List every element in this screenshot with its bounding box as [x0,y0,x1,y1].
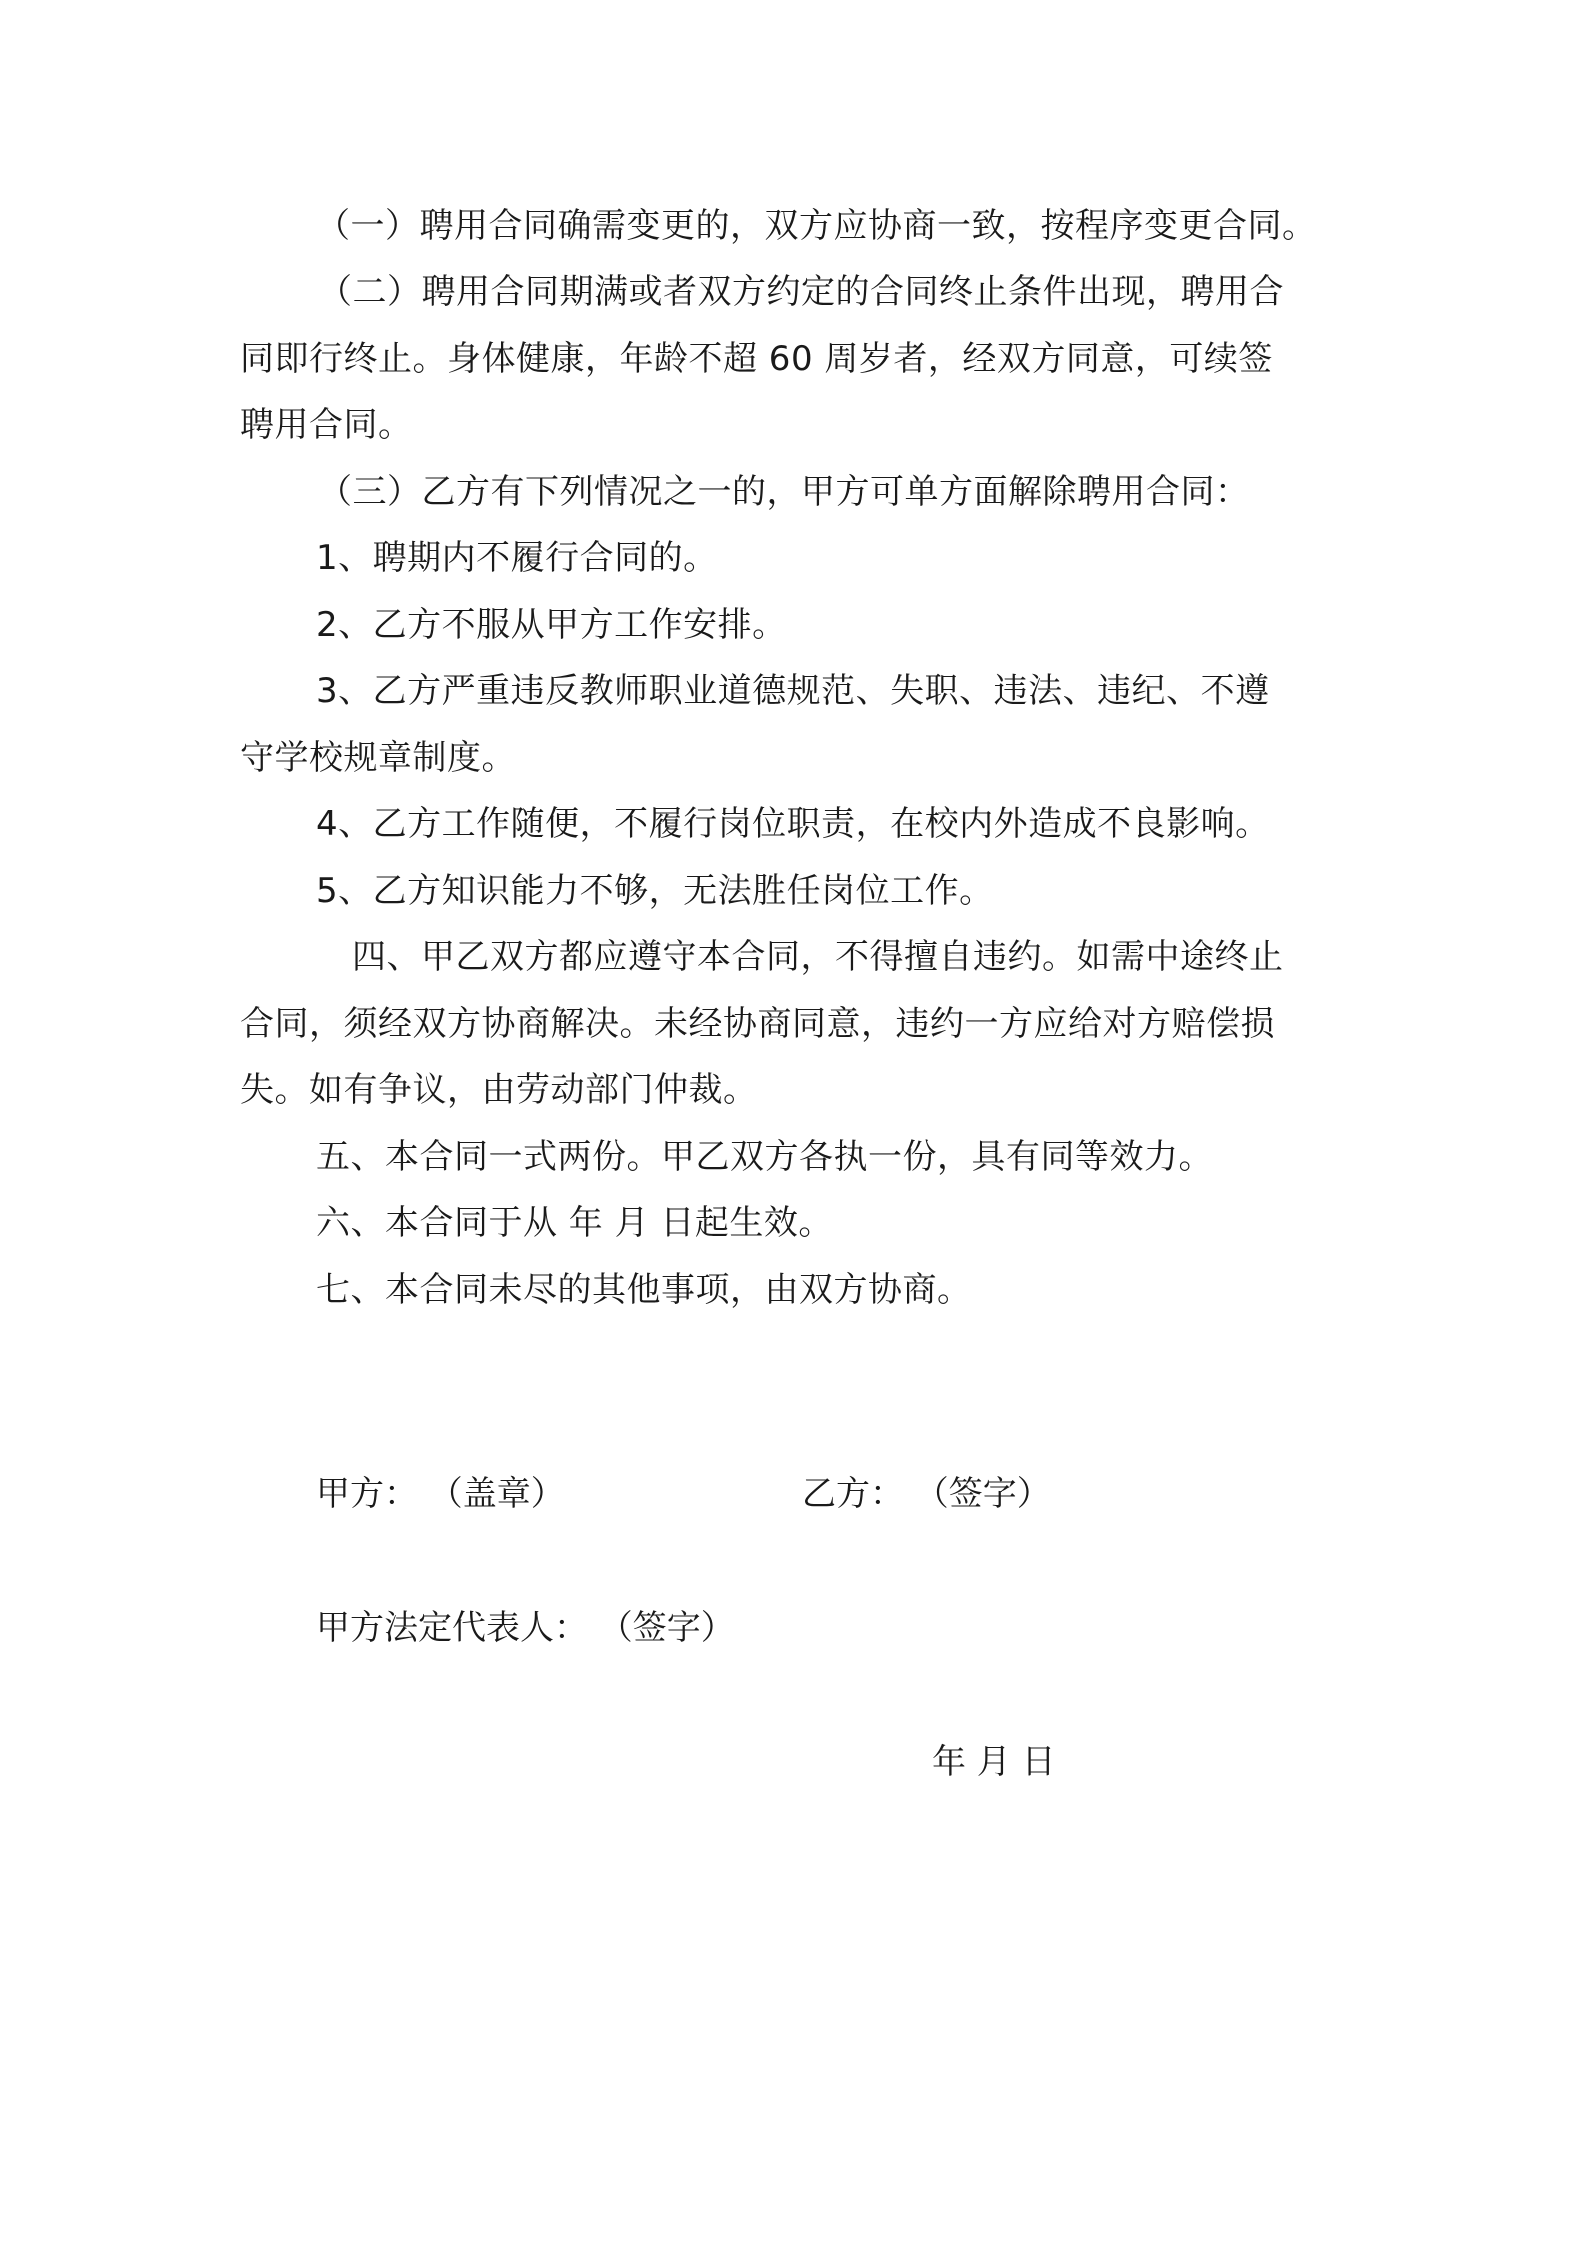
signing-date: 年 月 日 [932,1742,1056,1782]
sub-clause-2: 2、乙方不服从甲方工作安排。 [316,605,787,645]
sub-clause-1: 1、聘期内不履行合同的。 [316,538,718,578]
clause-five: 五、本合同一式两份。甲乙双方各执一份，具有同等效力。 [316,1137,1213,1177]
clause-four-line-1: 四、甲乙双方都应遵守本合同，不得擅自违约。如需中途终止 [352,937,1284,977]
clause-2-line-1: （二）聘用合同期满或者双方约定的合同终止条件出现，聘用合 [318,272,1284,312]
clause-3: （三）乙方有下列情况之一的，甲方可单方面解除聘用合同： [318,472,1250,512]
sub-clause-4: 4、乙方工作随便，不履行岗位职责，在校内外造成不良影响。 [316,804,1270,844]
party-b-signature: 乙方： （签字） [802,1474,1051,1514]
legal-representative-signature: 甲方法定代表人： （签字） [316,1608,735,1648]
sub-clause-5: 5、乙方知识能力不够，无法胜任岗位工作。 [316,871,994,911]
sub-clause-3-line-2: 守学校规章制度。 [240,738,516,778]
clause-2-line-3: 聘用合同。 [240,405,413,445]
clause-2-line-2: 同即行终止。身体健康，年龄不超 60 周岁者，经双方同意，可续签 [240,339,1273,379]
clause-four-line-2: 合同，须经双方协商解决。未经协商同意，违约一方应给对方赔偿损 [240,1004,1275,1044]
clause-four-line-3: 失。如有争议，由劳动部门仲裁。 [240,1070,758,1110]
clause-six: 六、本合同于从 年 月 日起生效。 [316,1203,833,1243]
sub-clause-3-line-1: 3、乙方严重违反教师职业道德规范、失职、违法、违纪、不遵 [316,671,1270,711]
clause-1: （一）聘用合同确需变更的，双方应协商一致，按程序变更合同。 [316,206,1317,246]
clause-seven: 七、本合同未尽的其他事项，由双方协商。 [316,1270,972,1310]
party-a-seal: 甲方： （盖章） [316,1474,565,1514]
